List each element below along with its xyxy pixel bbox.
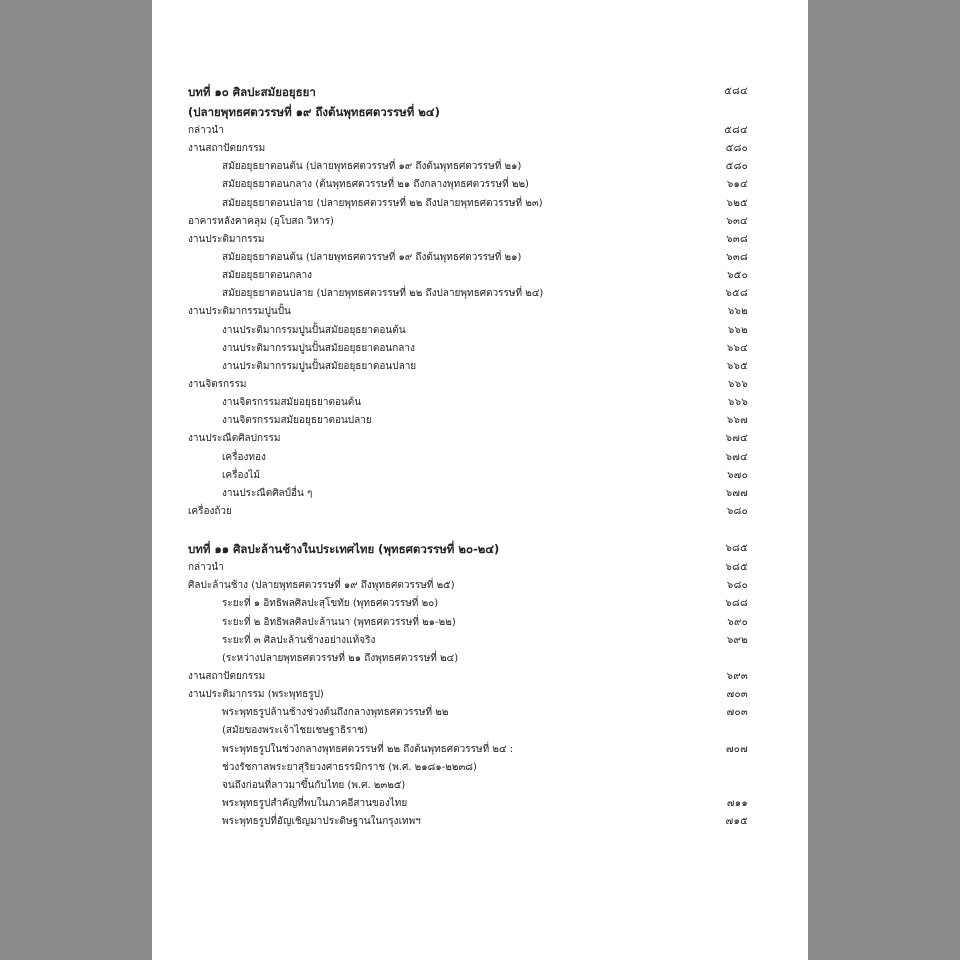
entry-title: ระยะที่ ๓ ศิลปะล้านช้างอย่างแท้จริง [222, 634, 376, 646]
toc-subentry [188, 632, 748, 650]
entry-title: บทที่ ๑๐ ศิลปะสมัยอยุธยา [188, 85, 316, 99]
toc-entry [188, 559, 748, 577]
page-number: ๕๘๐ [725, 161, 748, 173]
entry-title: สมัยอยุธยาตอนกลาง [222, 270, 313, 282]
toc-section-chapter-10 [188, 82, 748, 521]
toc-subentry [188, 394, 748, 412]
entry-title: (ปลายพุทธศตวรรษที่ ๑๙ ถึงต้นพุทธศตวรรษที่ ๒๔) [188, 105, 440, 119]
page-number: ๖๘๘ [725, 598, 748, 610]
entry-title: (สมัยของพระเจ้าไชยเชษฐาธิราช) [222, 725, 368, 737]
entry-title: สมัยอยุธยาตอนต้น (ปลายพุทธศตวรรษที่ ๑๙ ถึงต้นพุทธศตวรรษที่ ๒๑) [222, 251, 522, 263]
entry-title: (ระหว่างปลายพุทธศตวรรษที่ ๒๑ ถึงพุทธศตวรรษที่ ๒๔) [222, 652, 459, 664]
entry-title: เครื่องถ้วย [188, 505, 232, 517]
table-of-contents [188, 82, 748, 831]
entry-title: งานประติมากรรมปูนปั้นสมัยอยุธยาตอนปลาย [222, 360, 417, 372]
entry-title: งานจิตรกรรม [188, 378, 247, 390]
toc-subentry [188, 485, 748, 503]
toc-entry [188, 668, 748, 686]
toc-subentry [188, 813, 748, 831]
entry-title: งานประติมากรรมปูนปั้นสมัยอยุธยาตอนกลาง [222, 342, 415, 354]
page-number: ๖๖๒ [727, 324, 748, 336]
page-number: ๖๙๐ [727, 616, 748, 628]
entry-title: พระพุทธรูปล้านช้างช่วงต้นถึงกลางพุทธศตวรรษที่ ๒๒ [222, 707, 449, 719]
page-number: ๖๗๗ [725, 487, 748, 499]
page-number: ๖๑๔ [726, 179, 748, 191]
entry-title: งานประติมากรรม (พระพุทธรูป) [188, 689, 324, 701]
toc-subentry [188, 158, 748, 176]
page-number: ๖๗๔ [725, 433, 748, 445]
entry-title: สมัยอยุธยาตอนปลาย (ปลายพุทธศตวรรษที่ ๒๒ ถึงปลายพุทธศตวรรษที่ ๒๔) [222, 288, 544, 300]
page-number: ๖๖๗ [726, 415, 748, 427]
page-number: ๖๖๖ [728, 378, 748, 390]
page-number: ๗๐๓ [726, 707, 748, 719]
toc-entry [188, 577, 748, 595]
entry-title: กล่าวนำ [188, 562, 224, 574]
entry-title: สมัยอยุธยาตอนปลาย (ปลายพุทธศตวรรษที่ ๒๒ ถึงปลายพุทธศตวรรษที่ ๒๓) [222, 197, 543, 209]
entry-title: งานประติมากรรม [188, 233, 265, 245]
entry-title: งานประณีตศิลป์อื่น ๆ [222, 487, 313, 499]
chapter-heading [188, 102, 748, 122]
toc-entry [188, 213, 748, 231]
entry-title: ระยะที่ ๑ อิทธิพลศิลปะสุโขทัย (พุทธศตวรรษที่ ๒๐) [222, 598, 439, 610]
toc-entry [188, 376, 748, 394]
entry-title: พระพุทธรูปในช่วงกลางพุทธศตวรรษที่ ๒๒ ถึงต้นพุทธศตวรรษที่ ๒๔ : [222, 743, 514, 755]
entry-title: พระพุทธรูปที่อัญเชิญมาประดิษฐานในกรุงเทพฯ [222, 816, 421, 828]
toc-subentry [188, 650, 748, 668]
toc-subentry [188, 449, 748, 467]
entry-title: งานจิตรกรรมสมัยอยุธยาตอนต้น [222, 397, 362, 409]
toc-section-chapter-11 [188, 539, 748, 831]
entry-title: งานสถาปัตยกรรม [188, 670, 266, 682]
toc-subentry [188, 176, 748, 194]
page-number: ๖๖๔ [726, 342, 748, 354]
toc-subentry [188, 358, 748, 376]
entry-title: บทที่ ๑๑ ศิลปะล้านช้างในประเทศไทย (พุทธศตวรรษที่ ๒๐-๒๔) [188, 542, 500, 557]
entry-title: พระพุทธรูปสำคัญที่พบในภาคอีสานของไทย [222, 797, 408, 809]
entry-title: งานสถาปัตยกรรม [188, 143, 266, 155]
toc-subentry [188, 722, 748, 740]
entry-title: ศิลปะล้านช้าง (ปลายพุทธศตวรรษที่ ๑๙ ถึงพุทธศตวรรษที่ ๒๕) [188, 580, 455, 592]
page-number: ๖๓๘ [726, 233, 748, 245]
toc-entry [188, 503, 748, 521]
toc-subentry [188, 412, 748, 430]
toc-subentry [188, 285, 748, 303]
entry-title: จนถึงก่อนที่ลาวมาขึ้นกับไทย (พ.ศ. ๒๓๒๕) [222, 779, 406, 791]
entry-title: เครื่องทอง [222, 451, 266, 463]
entry-title: อาคารหลังคาคลุม (อุโบสถ วิหาร) [188, 215, 334, 227]
page-number: ๖๗๔ [725, 451, 748, 463]
entry-title: ระยะที่ ๒ อิทธิพลศิลปะล้านนา (พุทธศตวรรษที่ ๒๑-๒๒) [222, 616, 456, 628]
toc-subentry [188, 322, 748, 340]
toc-entry [188, 122, 748, 140]
page-number: ๖๓๘ [726, 251, 748, 263]
entry-title: งานจิตรกรรมสมัยอยุธยาตอนปลาย [222, 415, 372, 427]
entry-title: สมัยอยุธยาตอนกลาง (ต้นพุทธศตวรรษที่ ๒๑ ถึงกลางพุทธศตวรรษที่ ๒๒) [222, 179, 529, 191]
page-number: ๖๘๐ [726, 505, 748, 517]
page-number: ๕๘๐ [725, 143, 748, 155]
page-number: ๖๘๕ [725, 562, 748, 574]
toc-subentry [188, 795, 748, 813]
toc-subentry [188, 777, 748, 795]
toc-entry [188, 140, 748, 158]
toc-subentry [188, 340, 748, 358]
toc-subentry [188, 195, 748, 213]
page-number: ๖๖๖ [728, 397, 748, 409]
page-number: ๖๖๒ [727, 306, 748, 318]
section-gap [188, 521, 748, 539]
entry-title: กล่าวนำ [188, 125, 224, 136]
entry-title: เครื่องไม้ [222, 469, 260, 481]
toc-subentry [188, 759, 748, 777]
toc-entry [188, 430, 748, 448]
toc-subentry [188, 704, 748, 722]
page-number: ๖๙๒ [726, 634, 748, 646]
page-number: ๖๘๐ [726, 580, 748, 592]
page-number: ๖๙๓ [726, 670, 748, 682]
chapter-heading [188, 539, 748, 559]
toc-subentry [188, 267, 748, 285]
page-number: ๗๑๕ [725, 816, 748, 828]
page-number: ๖๕๘ [725, 288, 748, 300]
page-number: ๖๘๕ [725, 543, 748, 555]
page-number: ๖๒๕ [726, 197, 748, 209]
page-number: ๕๘๔ [724, 125, 748, 136]
entry-title: สมัยอยุธยาตอนต้น (ปลายพุทธศตวรรษที่ ๑๙ ถึงต้นพุทธศตวรรษที่ ๒๑) [222, 161, 522, 173]
toc-subentry [188, 467, 748, 485]
page-number: ๗๑๑ [726, 797, 748, 809]
chapter-heading [188, 82, 748, 102]
page-number: ๗๐๓ [726, 689, 748, 701]
page-number: ๖๕๐ [727, 270, 748, 282]
page-number: ๗๐๗ [725, 743, 748, 755]
entry-title: ช่วงรัชกาลพระยาสุริยวงศาธรรมิกราช (พ.ศ. ๒๑๘๑-๒๒๓๘) [222, 761, 477, 773]
toc-subentry [188, 249, 748, 267]
toc-subentry [188, 741, 748, 759]
entry-title: งานประณีตศิลปกรรม [188, 433, 281, 445]
toc-entry [188, 686, 748, 704]
entry-title: งานประติมากรรมปูนปั้น [188, 306, 291, 318]
page-number: ๖๖๕ [726, 360, 748, 372]
toc-subentry [188, 614, 748, 632]
page-number: ๖๓๔ [726, 215, 748, 227]
page-number: ๖๗๐ [727, 469, 748, 481]
toc-subentry [188, 595, 748, 613]
toc-entry [188, 303, 748, 321]
page-number: ๕๘๔ [724, 86, 748, 97]
toc-entry [188, 231, 748, 249]
entry-title: งานประติมากรรมปูนปั้นสมัยอยุธยาตอนต้น [222, 324, 406, 336]
